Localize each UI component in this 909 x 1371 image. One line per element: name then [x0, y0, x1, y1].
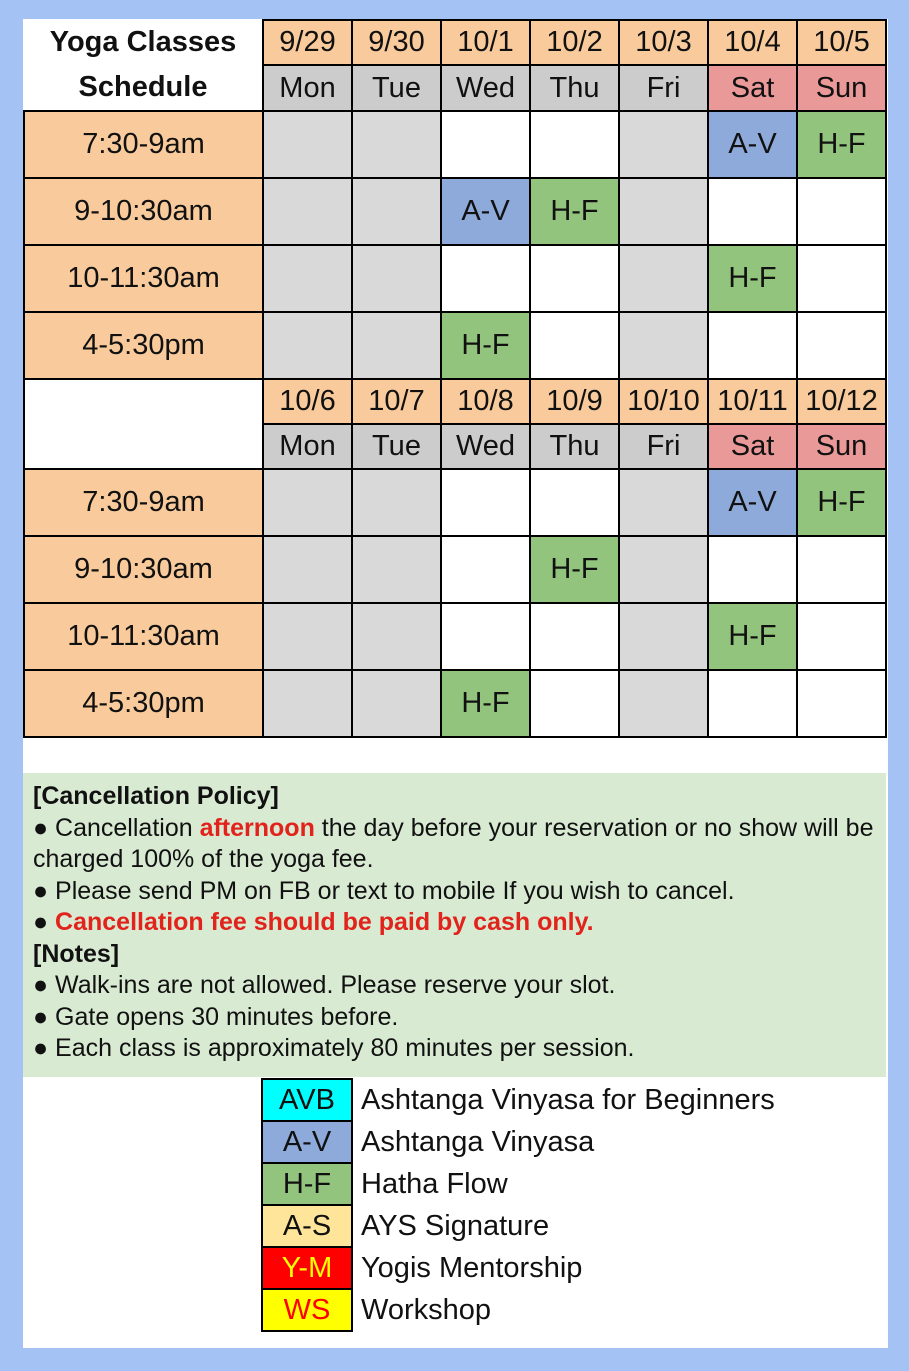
note-3: ● Each class is approximately 80 minutes per session. — [33, 1034, 635, 1062]
time-slot-label: 7:30-9am — [24, 111, 263, 178]
empty-slot-cell — [441, 536, 530, 603]
empty-slot-cell — [352, 178, 441, 245]
class-slot-cell: H-F — [530, 178, 619, 245]
policy-heading: [Cancellation Policy] — [33, 782, 279, 810]
empty-slot-cell — [797, 536, 886, 603]
policy-bullet-2: ● Please send PM on FB or text to mobile If you wish to cancel. — [33, 876, 735, 905]
cancellation-policy-panel — [23, 773, 886, 1077]
empty-slot-cell — [263, 178, 352, 245]
weekday-cell: Mon — [263, 424, 352, 469]
empty-slot-cell — [619, 312, 708, 379]
time-slot-label: 4-5:30pm — [24, 312, 263, 379]
weekday-cell: Sat — [708, 65, 797, 111]
class-slot-cell: H-F — [708, 603, 797, 670]
date-cell: 10/4 — [708, 20, 797, 65]
empty-slot-cell — [619, 536, 708, 603]
date-cell: 10/2 — [530, 20, 619, 65]
weekday-cell: Tue — [352, 65, 441, 111]
weekday-cell: Thu — [530, 424, 619, 469]
legend-row — [262, 1247, 776, 1289]
empty-slot-cell — [352, 536, 441, 603]
legend-code: H-F — [262, 1163, 352, 1205]
empty-slot-cell — [352, 245, 441, 312]
date-cell: 10/6 — [263, 379, 352, 424]
empty-slot-cell — [619, 670, 708, 737]
empty-slot-cell — [708, 312, 797, 379]
legend-label: AYS Signature — [361, 1209, 550, 1242]
time-slot-row — [24, 245, 886, 312]
time-slot-row — [24, 536, 886, 603]
empty-slot-cell — [797, 603, 886, 670]
weekday-cell: Tue — [352, 424, 441, 469]
empty-slot-cell — [797, 312, 886, 379]
legend-row — [262, 1205, 776, 1247]
time-slot-label: 9-10:30am — [24, 536, 263, 603]
date-cell: 10/12 — [797, 379, 886, 424]
empty-slot-cell — [530, 603, 619, 670]
legend-code: A-V — [262, 1121, 352, 1163]
time-slot-row — [24, 603, 886, 670]
class-slot-cell: A-V — [441, 178, 530, 245]
legend-row — [262, 1121, 776, 1163]
weekday-cell: Mon — [263, 65, 352, 111]
time-slot-row — [24, 469, 886, 536]
empty-slot-cell — [352, 670, 441, 737]
empty-slot-cell — [441, 245, 530, 312]
empty-slot-cell — [530, 469, 619, 536]
date-cell: 9/29 — [263, 20, 352, 65]
legend-row — [262, 1079, 776, 1121]
legend-code: AVB — [262, 1079, 352, 1121]
schedule-title-line-1: Yoga Classes — [49, 26, 237, 58]
empty-slot-cell — [619, 111, 708, 178]
date-cell: 9/30 — [352, 20, 441, 65]
empty-slot-cell — [530, 111, 619, 178]
empty-slot-cell — [530, 312, 619, 379]
empty-slot-cell — [441, 469, 530, 536]
legend-label: Yogis Mentorship — [361, 1251, 583, 1284]
date-cell: 10/7 — [352, 379, 441, 424]
time-slot-row — [24, 178, 886, 245]
note-1: ● Walk-ins are not allowed. Please reserve your slot. — [33, 971, 616, 999]
date-cell: 10/3 — [619, 20, 708, 65]
time-slot-row — [24, 670, 886, 737]
empty-slot-cell — [352, 603, 441, 670]
empty-slot-cell — [263, 603, 352, 670]
class-slot-cell: H-F — [797, 111, 886, 178]
empty-slot-cell — [530, 245, 619, 312]
empty-slot-cell — [441, 111, 530, 178]
weekday-cell: Sun — [797, 424, 886, 469]
class-slot-cell: H-F — [530, 536, 619, 603]
empty-slot-cell — [263, 536, 352, 603]
empty-slot-cell — [797, 178, 886, 245]
schedule-title — [24, 20, 263, 111]
empty-slot-cell — [352, 312, 441, 379]
empty-slot-cell — [263, 469, 352, 536]
weekday-cell: Wed — [441, 424, 530, 469]
legend-code: A-S — [262, 1205, 352, 1247]
weekday-cell: Fri — [619, 65, 708, 111]
empty-slot-cell — [797, 670, 886, 737]
time-slot-label: 4-5:30pm — [24, 670, 263, 737]
date-cell: 10/9 — [530, 379, 619, 424]
class-slot-cell: A-V — [708, 111, 797, 178]
empty-slot-cell — [797, 245, 886, 312]
weekday-cell: Sat — [708, 424, 797, 469]
legend-row — [262, 1163, 776, 1205]
class-slot-cell: H-F — [441, 670, 530, 737]
empty-slot-cell — [263, 111, 352, 178]
empty-slot-cell — [708, 670, 797, 737]
empty-slot-cell — [352, 469, 441, 536]
time-slot-row — [24, 312, 886, 379]
date-cell: 10/5 — [797, 20, 886, 65]
class-slot-cell: H-F — [441, 312, 530, 379]
class-slot-cell: H-F — [797, 469, 886, 536]
date-cell: 10/10 — [619, 379, 708, 424]
class-slot-cell: A-V — [708, 469, 797, 536]
weekday-cell: Wed — [441, 65, 530, 111]
policy-bullet-1: ● Cancellation afternoon the day before your reservation or no show will be charged 100% of the yoga fee. — [33, 813, 874, 873]
date-cell: 10/8 — [441, 379, 530, 424]
note-2: ● Gate opens 30 minutes before. — [33, 1002, 399, 1031]
date-cell: 10/1 — [441, 20, 530, 65]
schedule-title-line-2: Schedule — [78, 71, 208, 103]
empty-slot-cell — [708, 178, 797, 245]
empty-slot-cell — [263, 312, 352, 379]
policy-highlight-afternoon: afternoon — [199, 813, 315, 842]
notes-heading: [Notes] — [33, 939, 120, 968]
legend-row — [262, 1289, 776, 1331]
time-slot-label: 9-10:30am — [24, 178, 263, 245]
time-slot-label: 7:30-9am — [24, 469, 263, 536]
time-slot-label: 10-11:30am — [24, 603, 263, 670]
schedule-table — [23, 19, 887, 738]
empty-slot-cell — [352, 111, 441, 178]
time-slot-row — [24, 111, 886, 178]
class-slot-cell: H-F — [708, 245, 797, 312]
empty-slot-cell — [708, 536, 797, 603]
time-slot-label: 10-11:30am — [24, 245, 263, 312]
policy-cash-only: Cancellation fee should be paid by cash only. — [55, 908, 594, 936]
legend-code: WS — [262, 1289, 352, 1331]
date-cell: 10/11 — [708, 379, 797, 424]
empty-slot-cell — [619, 178, 708, 245]
legend-label: Ashtanga Vinyasa — [361, 1125, 595, 1158]
weekday-cell: Sun — [797, 65, 886, 111]
legend-label: Hatha Flow — [361, 1167, 508, 1200]
empty-slot-cell — [530, 670, 619, 737]
legend-label: Workshop — [361, 1293, 492, 1326]
empty-slot-cell — [441, 603, 530, 670]
legend-code: Y-M — [262, 1247, 352, 1289]
policy-bullet-3: ● Cancellation fee should be paid by cash only. — [33, 908, 594, 936]
weekday-cell: Fri — [619, 424, 708, 469]
class-legend — [261, 1078, 777, 1332]
empty-slot-cell — [263, 670, 352, 737]
weekday-cell: Thu — [530, 65, 619, 111]
header-blank-cell — [24, 379, 263, 469]
empty-slot-cell — [619, 469, 708, 536]
legend-label: Ashtanga Vinyasa for Beginners — [361, 1083, 775, 1116]
empty-slot-cell — [619, 603, 708, 670]
empty-slot-cell — [263, 245, 352, 312]
empty-slot-cell — [619, 245, 708, 312]
